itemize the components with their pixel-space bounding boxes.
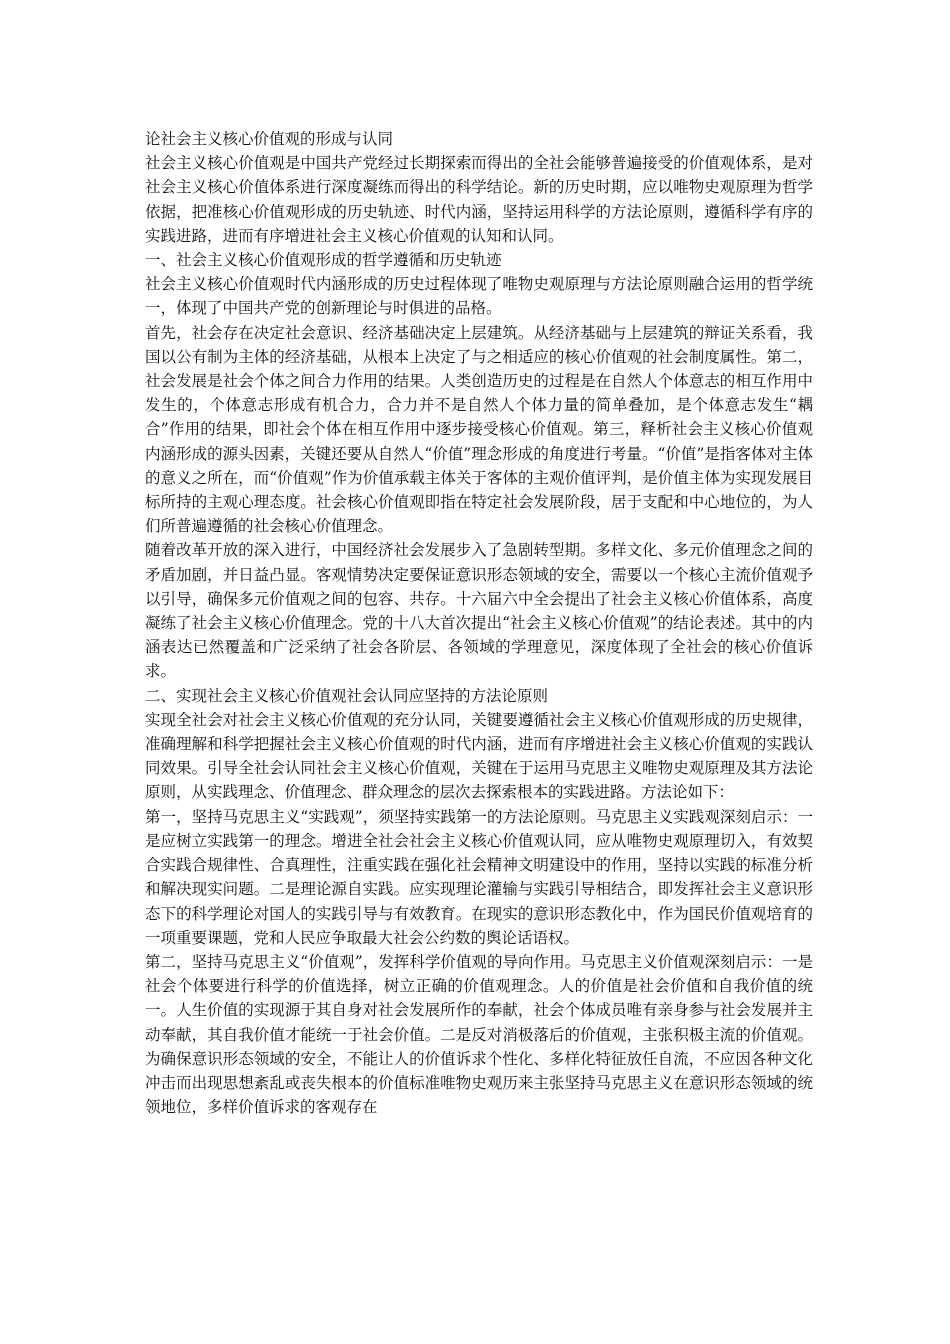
- paragraph: 社会主义核心价值观是中国共产党经过长期探索而得出的全社会能够普遍接受的价值观体系，是对社会主义核心价值体系进行深度凝练而得出的科学结论。新的历史时期，应以唯物史观原理为哲学依据，把准核心价值观形成的历史轨迹、时代内涵，坚持运用科学的方法论原则，遵循科学有序的实践进路，进而有序增进社会主义核心价值观的认知和认同。: [145, 154, 813, 245]
- section-heading: 二、实现社会主义核心价值观社会认同应坚持的方法论原则: [145, 686, 549, 705]
- document-page: [145, 127, 813, 1119]
- paragraph: 首先，社会存在决定社会意识、经济基础决定上层建筑。从经济基础与上层建筑的辩证关系看，我国以公有制为主体的经济基础，从根本上决定了与之相适应的核心价值观的社会制度属性。第二，社会发展是社会个体之间合力作用的结果。人类创造历史的过程是在自然人个体意志的相互作用中发生的，个体意志形成有机合力，合力并不是自然人个体力量的简单叠加，是个体意志发生“耦合”作用的结果，即社会个体在相互作用中逐步接受核心价值观。第三，释析社会主义核心价值观内涵形成的源头因素，关键还要从自然人“价值”理念形成的角度进行考量。“价值”是指客体对主体的意义之所在，而“价值观”作为价值承载主体关于客体的主观价值评判，是价值主体为实现发展目标所持的主观心理态度。社会核心价值观即指在特定社会发展阶段，居于支配和中心地位的，为人们所普遍遵循的社会核心价值理念。: [145, 323, 813, 536]
- paragraph: 第二，坚持马克思主义“价值观”，发挥科学价值观的导向作用。马克思主义价值观深刻启示：一是社会个体要进行科学的价值选择，树立正确的价值观理念。人的价值是社会价值和自我价值的统一。人生价值的实现源于其自身对社会发展所作的奉献，社会个体成员唯有亲身参与社会发展并主动奉献，其自我价值才能统一于社会价值。二是反对消极落后的价值观，主张积极主流的价值观。为确保意识形态领域的安全，不能让人的价值诉求个性化、多样化特征放任自流，不应因各种文化冲击而出现思想紊乱或丧失根本的价值标准唯物史观历来主张坚持马克思主义在意识形态领域的统领地位，多样价值诉求的客观存在: [145, 952, 813, 1117]
- section-heading: 一、社会主义核心价值观形成的哲学遵循和历史轨迹: [145, 251, 502, 270]
- paragraph: 随着改革开放的深入进行，中国经济社会发展步入了急剧转型期。多样文化、多元价值理念之间的矛盾加剧，并日益凸显。客观情势决定要保证意识形态领域的安全，需要以一个核心主流价值观予以引导，确保多元价值观之间的包容、共存。十六届六中全会提出了社会主义核心价值体系，高度凝练了社会主义核心价值理念。党的十八大首次提出“社会主义核心价值观”的结论表述。其中的内涵表达已然覆盖和广泛采纳了社会各阶层、各领域的学理意见，深度体现了全社会的核心价值诉求。: [145, 541, 813, 681]
- paragraph: 实现全社会对社会主义核心价值观的充分认同，关键要遵循社会主义核心价值观形成的历史规律，准确理解和科学把握社会主义核心价值观的时代内涵，进而有序增进社会主义核心价值观的实践认同效果。引导全社会认同社会主义核心价值观，关键在于运用马克思主义唯物史观原理及其方法论原则，从实践理念、价值理念、群众理念的层次去探索根本的实践进路。方法论如下：: [145, 710, 813, 802]
- document-title: 论社会主义核心价值观的形成与认同: [145, 130, 394, 148]
- paragraph: 第一，坚持马克思主义“实践观”，须坚持实践第一的方法论原则。马克思主义实践观深刻启示：一是应树立实践第一的理念。增进全社会社会主义核心价值观认同，应从唯物史观原理切入，有效契合实践合规律性、合真理性，注重实践在强化社会精神文明建设中的作用，坚持以实践的标准分析和解决现实问题。二是理论源自实践。应实现理论灌输与实践引导相结合，即发挥社会主义意识形态下的科学理论对国人的实践引导与有效教育。在现实的意识形态教化中，作为国民价值观培育的一项重要课题，党和人民应争取最大社会公约数的舆论话语权。: [145, 807, 813, 947]
- paragraph: 社会主义核心价值观时代内涵形成的历史过程体现了唯物史观原理与方法论原则融合运用的哲学统一，体现了中国共产党的创新理论与时俱进的品格。: [145, 275, 813, 318]
